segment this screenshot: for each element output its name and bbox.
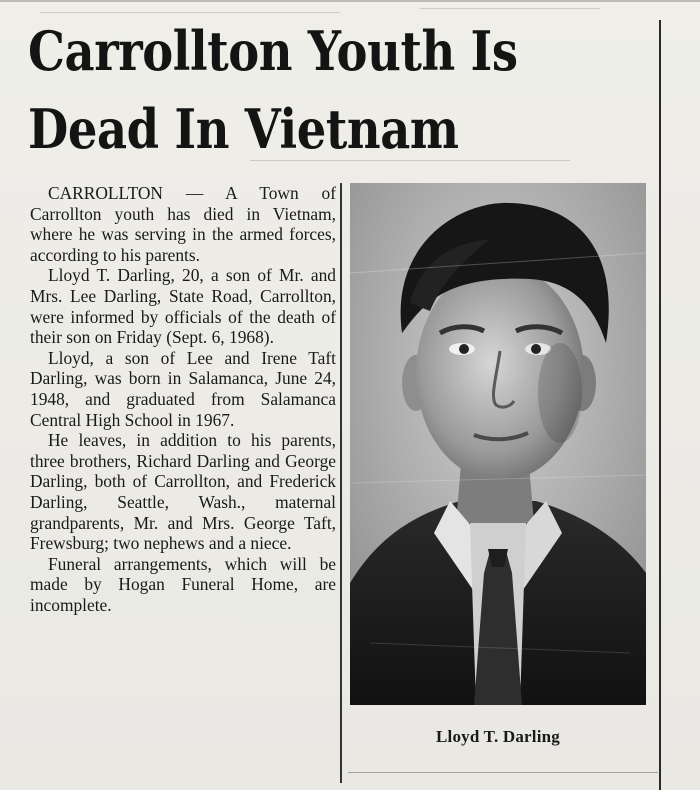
right-column-rule (659, 20, 661, 790)
article-paragraph: Lloyd T. Darling, 20, a son of Mr. and Mrs. Lee Darling, State Road, Carrollton, were informed by officials of the death of their son on Friday (Sept. 6, 1968). (30, 265, 336, 348)
portrait-illustration (350, 183, 646, 705)
paper-scratch (40, 12, 340, 13)
article-paragraph: CARROLLTON — A Town of Carrollton youth has died in Vietnam, where he was serving in the armed forces, according to his parents. (30, 183, 336, 265)
photo-caption: Lloyd T. Darling (436, 727, 560, 746)
column-divider (340, 183, 342, 783)
caption-rule (348, 772, 658, 773)
headline-line-1: Carrollton Youth Is (28, 19, 518, 83)
article-paragraph: He leaves, in addition to his parents, three brothers, Richard Darling and George Darling, both of Carrollton, and Frederick Darling, Seattle, Wash., maternal grandparents, Mr. and Mrs. George Taft, Frewsburg; two nephews and a niece. (30, 430, 336, 554)
article-paragraph: Lloyd, a son of Lee and Irene Taft Darling, was born in Salamanca, June 24, 1948, and graduated from Salamanca Central High School in 1967. (30, 347, 336, 430)
article-paragraph: Funeral arrangements, which will be made by Hogan Funeral Home, are incomplete. (30, 553, 336, 615)
paper-scratch (420, 8, 600, 9)
article-body (30, 183, 336, 615)
headline-line-2: Dead In Vietnam (28, 97, 459, 161)
top-border (0, 0, 700, 2)
portrait-photo (350, 183, 646, 705)
